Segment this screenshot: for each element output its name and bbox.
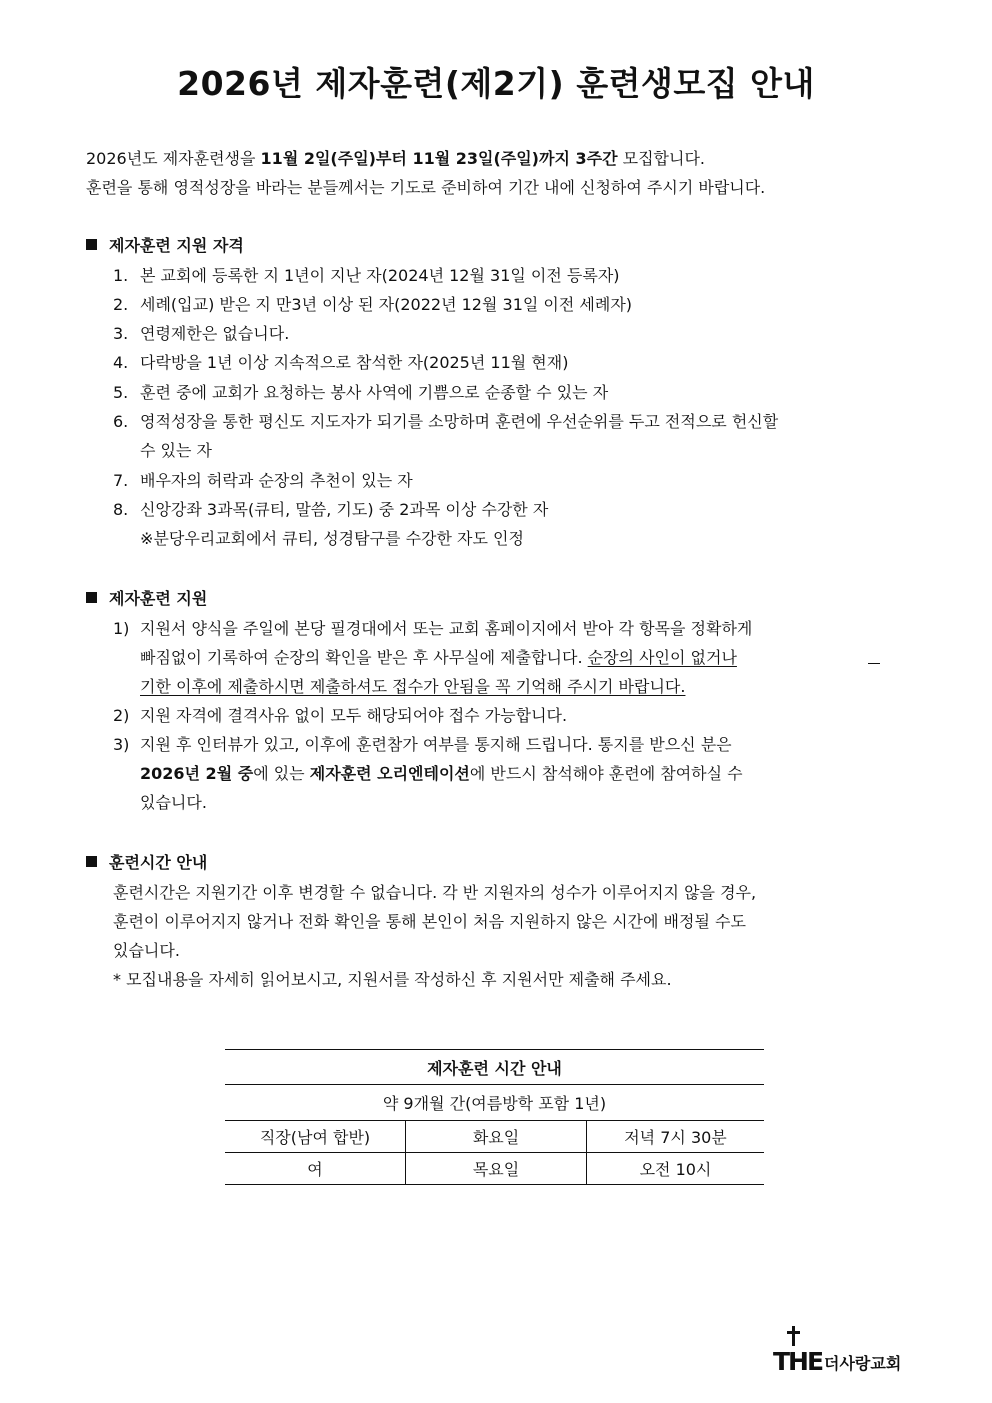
application-item-continuation <box>140 759 743 788</box>
qualification-item <box>113 466 413 495</box>
item-text: 신앙강좌 3과목(큐티, 말씀, 기도) 중 2과목 이상 수강한 자 <box>140 500 549 519</box>
item-text: 세례(입교) 받은 지 만3년 이상 된 자(2022년 12월 31일 이전 세례자) <box>140 295 633 314</box>
underline-dash <box>868 663 880 664</box>
orientation-date: 2026년 2월 중 <box>140 764 254 783</box>
item-text: 본 교회에 등록한 지 1년이 지난 자(2024년 12월 31일 이전 등록자) <box>140 266 620 285</box>
intro-line-1 <box>86 144 705 173</box>
item-number: 3) <box>113 735 130 754</box>
qualification-item <box>113 319 289 348</box>
section-heading-schedule <box>86 848 207 877</box>
intro-period: 11월 2일(주일)부터 11월 23일(주일)까지 3주간 <box>260 149 618 168</box>
intro-text-end: 모집합니다. <box>617 149 705 168</box>
item-text: 영적성장을 통한 평신도 지도자가 되기를 소망하며 훈련에 우선순위를 두고 전적으로 헌신할 <box>140 412 779 431</box>
item-text: 빠짐없이 기록하여 순장의 확인을 받은 후 사무실에 제출합니다. <box>140 648 588 667</box>
schedule-paragraph-line: 훈련이 이루어지지 않거나 전화 확인을 통해 본인이 처음 지원하지 않은 시간에 배정될 수도 <box>113 912 746 931</box>
logo-name: 더사랑교회 <box>824 1354 902 1372</box>
table-cell-time: 오전 10시 <box>587 1153 765 1185</box>
table-row <box>225 1153 764 1185</box>
qualification-item <box>113 407 778 436</box>
table-cell-day: 목요일 <box>406 1153 587 1185</box>
schedule-paragraph-line: 훈련시간은 지원기간 이후 변경할 수 없습니다. 각 반 지원자의 성수가 이루어지지 않을 경우, <box>113 883 757 902</box>
application-item <box>113 701 567 730</box>
item-text: 연령제한은 없습니다. <box>140 324 290 343</box>
item-number: 8. <box>113 500 129 519</box>
item-number: 2. <box>113 295 129 314</box>
schedule-note: * 모집내용을 자세히 읽어보시고, 지원서를 작성하신 후 지원서만 제출해 주세요. <box>113 970 672 989</box>
table-cell-time: 저녁 7시 30분 <box>587 1121 765 1153</box>
section-heading-qualifications <box>86 231 244 260</box>
qualification-note: ※분당우리교회에서 큐티, 성경탐구를 수강한 자도 인정 <box>140 529 524 548</box>
item-number: 3. <box>113 324 129 343</box>
square-bullet-icon <box>86 592 97 603</box>
item-text: 에 있는 <box>253 764 310 783</box>
item-number: 7. <box>113 471 129 490</box>
church-logo <box>772 1326 912 1372</box>
heading-text: 제자훈련 지원 <box>109 589 208 608</box>
table-cell-group: 직장(남여 합반) <box>225 1121 406 1153</box>
intro-text: 2026년도 제자훈련생을 <box>86 149 261 168</box>
item-text: 배우자의 허락과 순장의 추천이 있는 자 <box>140 471 413 490</box>
underlined-warning: 순장의 사인이 없거나 <box>587 648 737 667</box>
qualification-item <box>113 261 620 290</box>
table-subtitle: 약 9개월 간(여름방학 포함 1년) <box>225 1085 764 1121</box>
item-number: 4. <box>113 353 129 372</box>
table-cell-group: 여 <box>225 1153 406 1185</box>
item-text: 에 반드시 참석해야 훈련에 참여하실 수 <box>469 764 743 783</box>
table-row <box>225 1121 764 1153</box>
item-number: 2) <box>113 706 130 725</box>
application-item-continuation: 있습니다. <box>140 793 207 812</box>
table-title: 제자훈련 시간 안내 <box>225 1050 764 1085</box>
item-number: 1) <box>113 619 130 638</box>
intro-line-2: 훈련을 통해 영적성장을 바라는 분들께서는 기도로 준비하여 기간 내에 신청하여 주시기 바랍니다. <box>86 178 766 197</box>
qualification-item <box>113 290 632 319</box>
schedule-table <box>225 1049 764 1185</box>
item-text: 다락방을 1년 이상 지속적으로 참석한 자(2025년 11월 현재) <box>140 353 569 372</box>
application-warning: 기한 이후에 제출하시면 제출하셔도 접수가 안됨을 꼭 기억해 주시기 바랍니다. <box>140 677 686 696</box>
application-item <box>113 614 752 643</box>
qualification-item <box>113 348 568 377</box>
orientation-name: 제자훈련 오리엔테이션 <box>309 764 470 783</box>
qualification-item-continuation: 수 있는 자 <box>140 441 212 460</box>
application-item-continuation <box>140 643 737 672</box>
square-bullet-icon <box>86 239 97 250</box>
table-cell-day: 화요일 <box>406 1121 587 1153</box>
section-heading-application <box>86 584 207 613</box>
logo-prefix: THE <box>773 1347 823 1372</box>
item-text: 훈련 중에 교회가 요청하는 봉사 사역에 기쁨으로 순종할 수 있는 자 <box>140 383 609 402</box>
qualification-item <box>113 378 608 407</box>
item-text: 지원 자격에 결격사유 없이 모두 해당되어야 접수 가능합니다. <box>140 706 568 725</box>
item-text: 지원서 양식을 주일에 본당 필경대에서 또는 교회 홈페이지에서 받아 각 항목을 정확하게 <box>140 619 753 638</box>
application-item <box>113 730 732 759</box>
item-number: 6. <box>113 412 129 431</box>
page-title: 2026년 제자훈련(제2기) 훈련생모집 안내 <box>177 64 815 103</box>
heading-text: 제자훈련 지원 자격 <box>109 236 244 255</box>
square-bullet-icon <box>86 856 97 867</box>
item-number: 1. <box>113 266 129 285</box>
heading-text: 훈련시간 안내 <box>109 853 208 872</box>
schedule-paragraph-line: 있습니다. <box>113 941 180 960</box>
item-text: 지원 후 인터뷰가 있고, 이후에 훈련참가 여부를 통지해 드립니다. 통지를 받으신 분은 <box>140 735 732 754</box>
item-number: 5. <box>113 383 129 402</box>
cross-icon <box>772 1326 912 1372</box>
qualification-item <box>113 495 548 524</box>
table-subtitle-row <box>225 1085 764 1121</box>
table-title-row <box>225 1050 764 1085</box>
